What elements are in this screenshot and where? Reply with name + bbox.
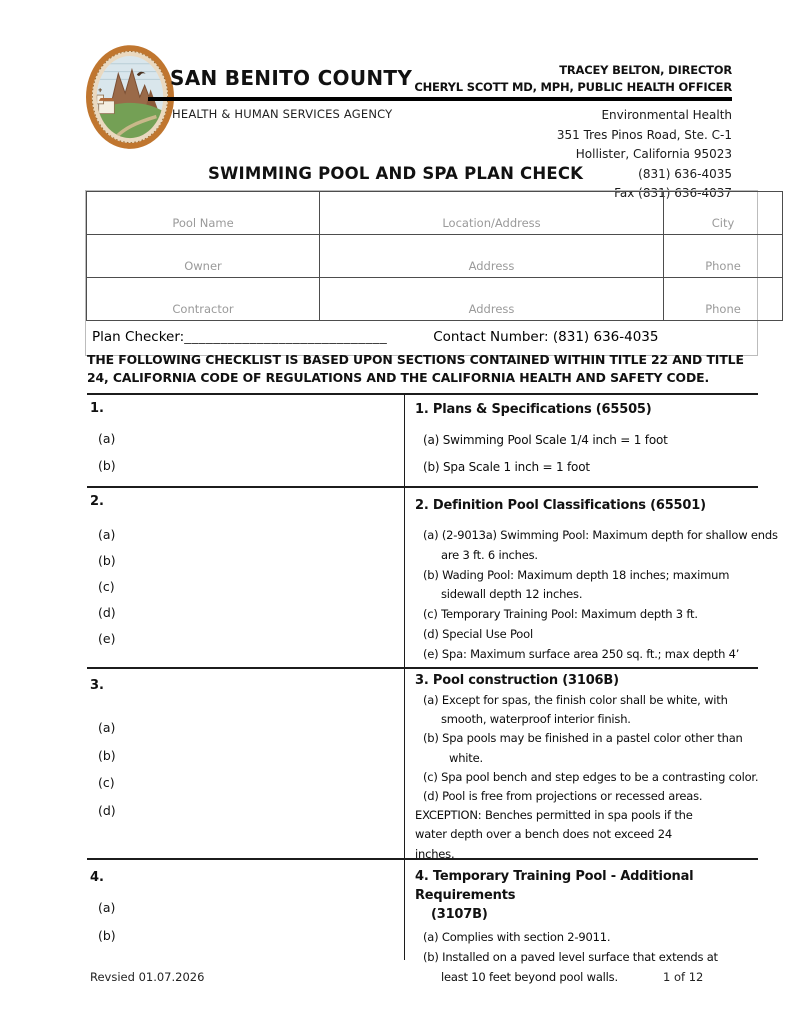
requirement-line: water depth over a bench does not exceed 24: [415, 827, 672, 842]
applicant-info-table: [86, 191, 783, 321]
requirement-line: (e) Spa: Maximum surface area 250 sq. ft.; max depth 4’: [423, 646, 740, 661]
owner-address-field: Address: [320, 235, 664, 278]
section-letter: (a): [98, 527, 116, 542]
address-line: (831) 636-4035: [638, 166, 732, 181]
address-line: 351 Tres Pinos Road, Ste. C-1: [556, 127, 732, 142]
section-letters: [87, 425, 404, 479]
officer-line: CHERYL SCOTT MD, MPH, PUBLIC HEALTH OFFICER: [414, 80, 732, 94]
section-4-left: [87, 860, 405, 960]
contractor-address-field: Address: [320, 278, 664, 321]
footer-page-number: 1 of 12: [663, 970, 704, 984]
section-letter: (c): [98, 579, 115, 594]
section-letter: (d): [98, 802, 116, 818]
requirement-line: least 10 feet beyond pool walls.: [441, 970, 618, 984]
section-letter: (a): [98, 900, 116, 915]
section-letters: [87, 522, 404, 652]
requirement-line: (a) (2-9013a) Swimming Pool: Maximum depth for shallow ends: [423, 528, 778, 542]
section-letter: (c): [98, 775, 115, 790]
requirement-line: EXCEPTION: Benches permitted in spa pools if the: [415, 808, 693, 823]
requirement-line: (a) Swimming Pool Scale 1/4 inch = 1 foot: [423, 433, 668, 447]
section-letter: (d): [98, 605, 116, 620]
section-row-1: [87, 393, 758, 486]
requirement-line: (b) Installed on a paved level surface that extends at: [423, 950, 718, 964]
requirement-line: (a) Except for spas, the finish color shall be white, with: [423, 693, 728, 707]
applicant-info-box: [85, 190, 758, 356]
section-3-left: [87, 669, 405, 858]
requirement-line: (c) Temporary Training Pool: Maximum depth 3 ft.: [423, 607, 698, 622]
requirement-line: (d) Special Use Pool: [423, 626, 533, 641]
officials-block: [414, 62, 732, 96]
requirement-line: are 3 ft. 6 inches.: [441, 547, 538, 562]
section-heading-2: (3107B): [431, 907, 488, 922]
owner-phone-field: Phone: [664, 235, 783, 278]
address-block: [557, 106, 732, 204]
header-rule: [148, 97, 732, 101]
requirement-lines: [415, 526, 778, 665]
section-1-left: [87, 395, 405, 486]
checklist-notice: [87, 351, 758, 386]
requirement-line: (c) Spa pool bench and step edges to be a contrasting color.: [423, 769, 759, 784]
pool-name-field: Pool Name: [87, 192, 320, 235]
footer-revised-date: Revsied 01.07.2026: [90, 970, 205, 984]
notice-line: THE FOLLOWING CHECKLIST IS BASED UPON SECTIONS CONTAINED WITHIN TITLE 22 AND TITLE: [87, 352, 744, 367]
page-title: SWIMMING POOL AND SPA PLAN CHECK: [208, 164, 584, 183]
section-letter: (b): [98, 747, 116, 763]
section-number: 4.: [90, 870, 104, 885]
requirement-line: (a) Complies with section 2-9011.: [423, 930, 611, 944]
section-letter: (b): [98, 928, 116, 943]
section-heading: 2. Definition Pool Classifications (65501): [415, 498, 706, 513]
section-letter: (a): [98, 720, 116, 735]
location-address-field: Location/Address: [320, 192, 664, 235]
section-number: 3.: [90, 678, 104, 693]
notice-line: 24, CALIFORNIA CODE OF REGULATIONS AND THE CALIFORNIA HEALTH AND SAFETY CODE.: [87, 369, 710, 385]
plan-checker-blank: ____________________________: [184, 329, 388, 345]
contractor-field: Contractor: [87, 278, 320, 321]
address-line: Hollister, California 95023: [575, 147, 732, 161]
requirement-lines: [415, 427, 758, 481]
requirement-line: sidewall depth 12 inches.: [441, 587, 583, 602]
section-letter: (b): [98, 553, 116, 568]
section-heading: 3. Pool construction (3106B): [415, 673, 619, 688]
section-1-right: [405, 395, 758, 486]
section-heading: 4. Temporary Training Pool - Additional Requirements: [415, 869, 694, 903]
requirement-line: (b) Spa pools may be finished in a pastel color other than: [423, 731, 743, 746]
section-letters: [87, 894, 404, 950]
section-letters: [87, 714, 404, 824]
county-name: SAN BENITO COUNTY: [170, 66, 413, 90]
requirement-line: smooth, waterproof interior finish.: [441, 712, 631, 727]
requirement-line: (b) Wading Pool: Maximum depth 18 inches; maximum: [423, 567, 730, 582]
section-letter: (b): [98, 458, 116, 473]
address-line: Environmental Health: [601, 108, 732, 122]
requirement-lines: [415, 691, 758, 864]
table-row: [87, 192, 783, 235]
section-letter: (e): [98, 631, 116, 646]
requirement-lines: [415, 927, 758, 987]
plan-checker-row: [86, 321, 757, 355]
address-line: Fax (831) 636-4037: [614, 186, 732, 200]
plan-checker-label: Plan Checker:: [92, 329, 185, 345]
section-heading: 1. Plans & Specifications (65505): [415, 402, 652, 417]
section-row-3: [87, 667, 759, 861]
section-row-2: [87, 486, 778, 667]
contact-number: Contact Number: (831) 636-4035: [433, 329, 659, 345]
requirement-line: white.: [449, 750, 483, 765]
section-2-right: [405, 488, 778, 667]
owner-field: Owner: [87, 235, 320, 278]
contractor-phone-field: Phone: [664, 278, 783, 321]
table-row: [87, 235, 783, 278]
section-letter: (a): [98, 431, 116, 446]
requirement-line: inches.: [415, 846, 455, 861]
director-line: TRACEY BELTON, DIRECTOR: [559, 63, 732, 77]
requirement-line: (b) Spa Scale 1 inch = 1 foot: [423, 460, 590, 474]
agency-name: HEALTH & HUMAN SERVICES AGENCY: [172, 107, 393, 121]
section-2-left: [87, 488, 405, 667]
city-field: City: [664, 192, 783, 235]
section-3-right: [405, 669, 759, 861]
section-number: 2.: [90, 494, 104, 509]
table-row: [87, 278, 783, 321]
requirement-line: (d) Pool is free from projections or recessed areas.: [423, 789, 703, 804]
section-number: 1.: [90, 401, 104, 416]
